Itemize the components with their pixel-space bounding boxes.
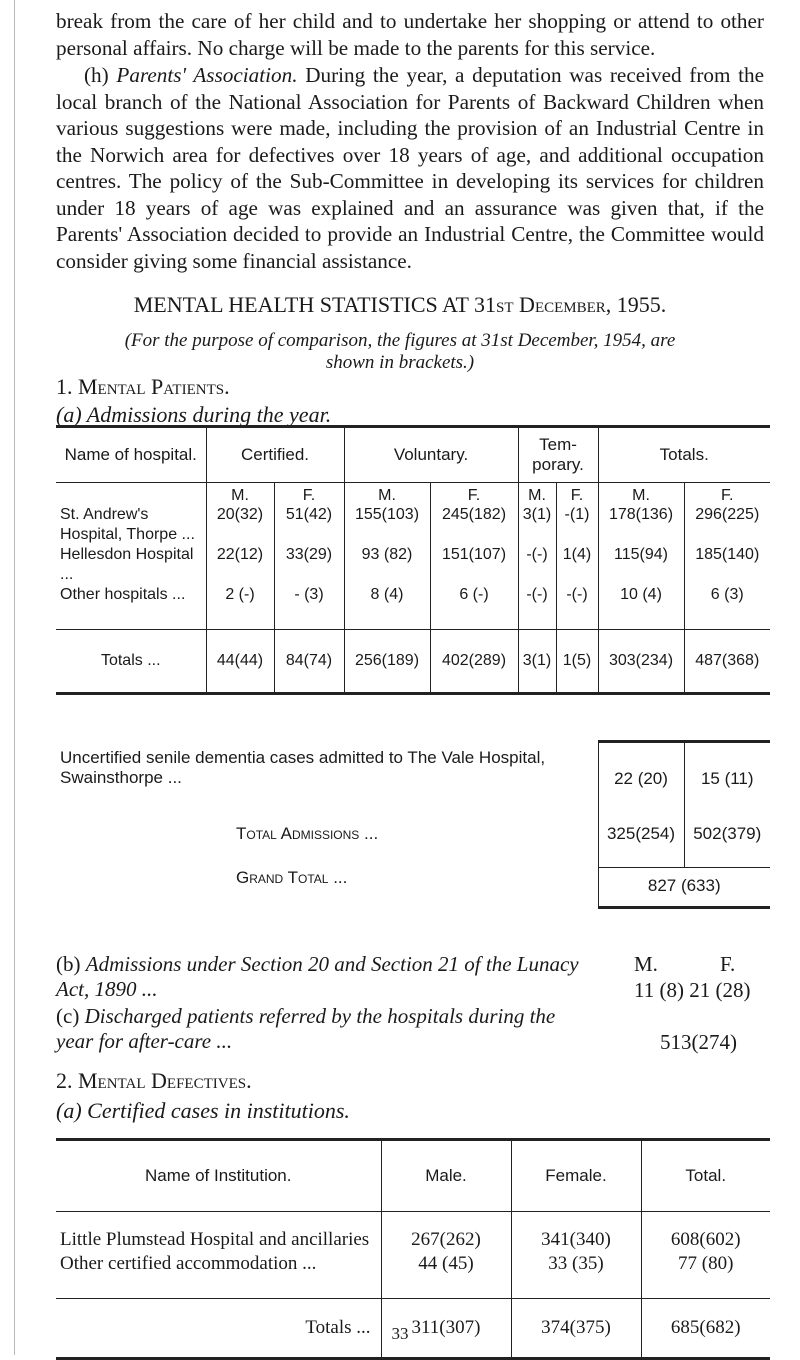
table-cell: 608(602) [670, 1229, 741, 1250]
totals-row [56, 629, 770, 693]
intro-paragraph-continued: break from the care of her child and to undertake her shopping or attend to other personal affairs. No charge will be made to the parents for this service. [56, 9, 764, 60]
page-number: 33 [391, 1324, 409, 1343]
header-temporary: Tem- porary. [518, 427, 598, 483]
total-cell: 256(189) [344, 629, 430, 693]
sex-label: F. [684, 483, 770, 506]
sex-header-row [56, 483, 770, 506]
table-cell: -(1) [556, 505, 598, 545]
female-values [511, 1212, 641, 1299]
table-cell: -(-) [556, 585, 598, 629]
grand-total-label: Grand Total ... [236, 867, 348, 887]
header-institution: Name of Institution. [56, 1140, 381, 1212]
header-voluntary: Voluntary. [344, 427, 518, 483]
table-cell: 33(29) [274, 545, 344, 585]
table-cell: 151(107) [430, 545, 518, 585]
table-cell: 3(1) [518, 505, 556, 545]
sex-label: M. [206, 483, 274, 506]
table-row [56, 824, 770, 868]
table-cell: 296(225) [684, 505, 770, 545]
section-2a-heading: (a) Certified cases in institutions. [56, 1098, 350, 1123]
item-b-m-label: M. [634, 952, 658, 976]
table-cell: 93 (82) [344, 545, 430, 585]
item-h-title: Parents' Association. [116, 63, 298, 87]
admissions-header-row [56, 427, 770, 483]
total-cell: 3(1) [518, 629, 556, 693]
table-cell: 51(42) [274, 505, 344, 545]
item-b-value: 11 (8) 21 (28) [634, 978, 751, 1002]
table-row [56, 545, 770, 585]
header-female: Female. [511, 1140, 641, 1212]
table-cell: 6 (3) [684, 585, 770, 629]
institutions-header-row [56, 1140, 770, 1212]
sex-label: F. [274, 483, 344, 506]
header-totals: Totals. [598, 427, 770, 483]
sex-label: M. [344, 483, 430, 506]
item-c-value: 513(274) [660, 1030, 737, 1054]
table-cell: 77 (80) [678, 1253, 734, 1274]
total-cell: 374(375) [511, 1299, 641, 1359]
statistics-heading: MENTAL HEALTH STATISTICS AT 31st December, 1955. [133, 292, 667, 317]
institution-names [56, 1212, 381, 1299]
section-1-heading: 1. Mental Patients. [56, 374, 230, 399]
header-total: Total. [641, 1140, 770, 1212]
item-c-text: Discharged patients referred by the hospitals during the year for after-care ... [56, 1004, 556, 1053]
senile-female: 15 (11) [684, 742, 770, 824]
table-cell: 2 (-) [206, 585, 274, 629]
table-cell: - (3) [274, 585, 344, 629]
table-cell: 341(340) [541, 1229, 611, 1250]
table-row [56, 1212, 770, 1299]
item-c-label: (c) [56, 1004, 80, 1028]
table-cell: 44 (45) [418, 1253, 474, 1274]
table-row [56, 742, 770, 824]
item-h-label: (h) [84, 63, 109, 87]
item-b-label: (b) [56, 952, 81, 976]
table-cell: -(-) [518, 585, 556, 629]
grand-total-value: 827 (633) [598, 868, 770, 908]
total-admissions-male: 325(254) [598, 824, 684, 868]
table-cell: -(-) [518, 545, 556, 585]
table-cell: 155(103) [344, 505, 430, 545]
sex-label: F. [430, 483, 518, 506]
header-hospital: Name of hospital. [56, 427, 206, 483]
total-cell: 44(44) [206, 629, 274, 693]
total-cell: 402(289) [430, 629, 518, 693]
table-cell: 10 (4) [598, 585, 684, 629]
hospital-name: St. Andrew's Hospital, Thorpe ... [60, 506, 195, 543]
table-cell: 8 (4) [344, 585, 430, 629]
item-c [56, 1004, 596, 1054]
total-cell: 303(234) [598, 629, 684, 693]
senile-label: Uncertified senile dementia cases admitted to The Vale Hospital, Swainsthorpe ... [60, 747, 546, 787]
total-cell: 1(5) [556, 629, 598, 693]
table-row [56, 585, 770, 629]
table-cell: 20(32) [206, 505, 274, 545]
hospital-name: Other hospitals ... [60, 586, 186, 603]
table-cell: 6 (-) [430, 585, 518, 629]
total-cell: 685(682) [641, 1299, 770, 1359]
senile-and-totals-table [56, 740, 770, 909]
total-cell: 311(307) [381, 1299, 511, 1359]
section-2-heading: 2. Mental Defectives. [56, 1068, 252, 1093]
comparison-note: (For the purpose of comparison, the figures at 31st December, 1954, are shown in brackets.) [124, 330, 676, 373]
item-b-f-label: F. [720, 952, 736, 976]
total-admissions-female: 502(379) [684, 824, 770, 868]
item-b-text: Admissions under Section 20 and Section 21 of the Lunacy Act, 1890 ... [56, 952, 579, 1001]
table-cell: 33 (35) [548, 1253, 604, 1274]
item-b [56, 952, 596, 1002]
sex-label: F. [556, 483, 598, 506]
institution-name: Little Plumstead Hospital and ancillaries [60, 1229, 370, 1250]
hospital-name: Hellesdon Hospital ... [60, 546, 194, 583]
header-certified: Certified. [206, 427, 344, 483]
male-values [381, 1212, 511, 1299]
admissions-table [56, 425, 770, 695]
table-cell: 185(140) [684, 545, 770, 585]
totals-label: Totals ... [56, 629, 206, 693]
table-cell: 115(94) [598, 545, 684, 585]
senile-male: 22 (20) [598, 742, 684, 824]
total-values [641, 1212, 770, 1299]
total-cell: 487(368) [684, 629, 770, 693]
section-1a-heading: (a) Admissions during the year. [56, 402, 332, 427]
table-cell: 22(12) [206, 545, 274, 585]
sex-label: M. [518, 483, 556, 506]
header-male: Male. [381, 1140, 511, 1212]
table-cell: 1(4) [556, 545, 598, 585]
total-cell: 84(74) [274, 629, 344, 693]
table-row [56, 868, 770, 908]
table-cell: 245(182) [430, 505, 518, 545]
table-cell: 267(262) [411, 1229, 481, 1250]
institution-name: Other certified accommodation ... [60, 1253, 317, 1274]
item-h-text: During the year, a deputation was received from the local branch of the National Association for Parents of Backward Children when various suggestions were made, including the provision of an Industrial Centre in the Norwich area for defectives over 18 years of age, and additional occupation centres. The policy of the Sub-Committee in developing its services for children under 18 years of age was explained and an assurance was given that, if the Parents' Association decided to provide an Industrial Centre, the Committee would consider giving some financial assistance. [56, 63, 765, 273]
totals-label: Totals ... [56, 1299, 381, 1359]
page-edge-rule [14, 0, 15, 1355]
sex-label: M. [598, 483, 684, 506]
table-cell: 178(136) [598, 505, 684, 545]
parents-association-paragraph [56, 62, 764, 274]
table-row [56, 505, 770, 545]
total-admissions-label: Total Admissions ... [236, 823, 379, 843]
